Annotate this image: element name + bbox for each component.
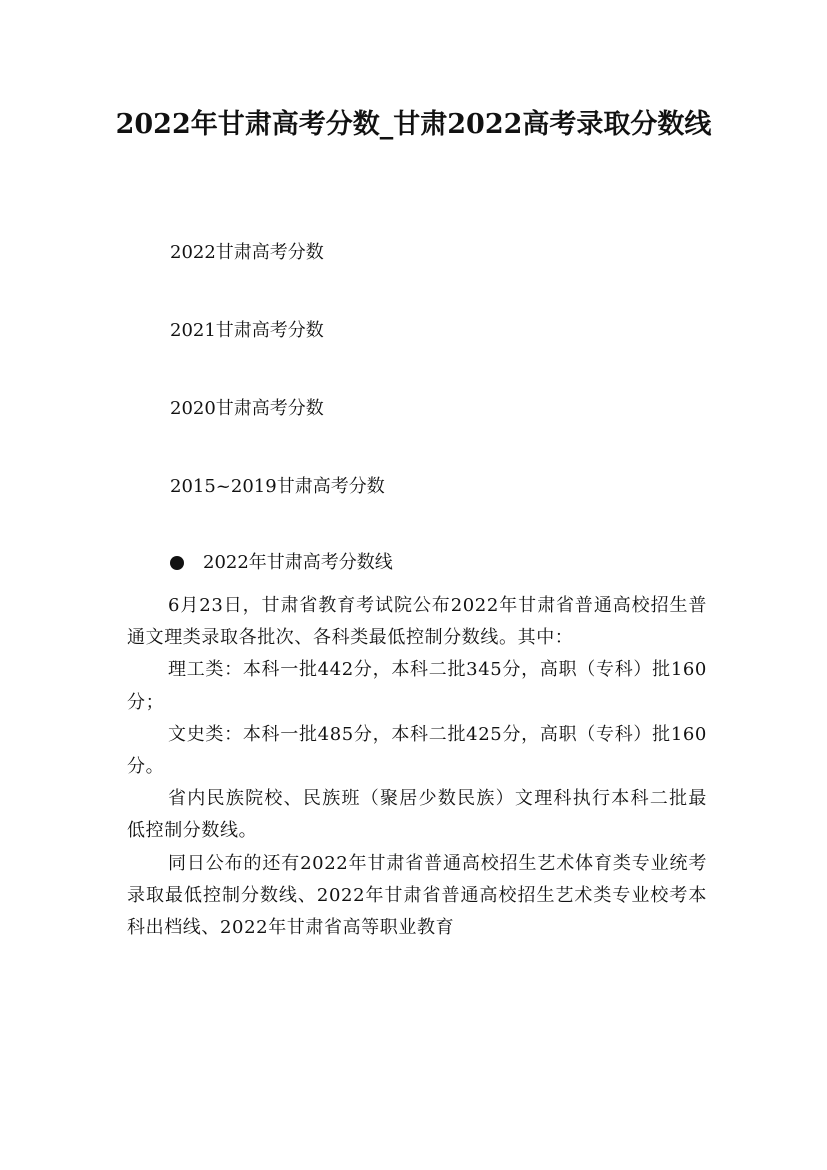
section-heading [170,551,393,575]
toc-item-2015-2019[interactable]: 2015~2019甘肃高考分数 [170,476,385,497]
document-title: 2022年甘肃高考分数_甘肃2022高考录取分数线 [115,109,712,140]
toc-item-2022[interactable]: 2022甘肃高考分数 [170,242,324,263]
bullet-icon [170,556,184,570]
document-body [127,590,707,944]
toc-item-2020[interactable]: 2020甘肃高考分数 [170,398,324,419]
paragraph-science-scores: 理工类：本科一批442分，本科二批345分，高职（专科）批160分； [127,659,707,713]
paragraph-announcement: 6月23日，甘肃省教育考试院公布2022年甘肃省普通高校招生普通文理类录取各批次、各科类最低控制分数线。其中： [127,595,707,649]
paragraph-liberal-arts-scores: 文史类：本科一批485分，本科二批425分，高职（专科）批160分。 [127,723,707,778]
paragraph-other-lines: 同日公布的还有2022年甘肃省普通高校招生艺术体育类专业统考录取最低控制分数线、2022年甘肃省普通高校招生艺术类专业校考本科出档线、2022年甘肃省高等职业教育 [127,852,707,939]
section-heading-text: 2022年甘肃高考分数线 [203,552,393,573]
paragraph-ethnic-colleges: 省内民族院校、民族班（聚居少数民族）文理科执行本科二批最低控制分数线。 [127,788,707,842]
toc-item-2021[interactable]: 2021甘肃高考分数 [170,320,324,341]
